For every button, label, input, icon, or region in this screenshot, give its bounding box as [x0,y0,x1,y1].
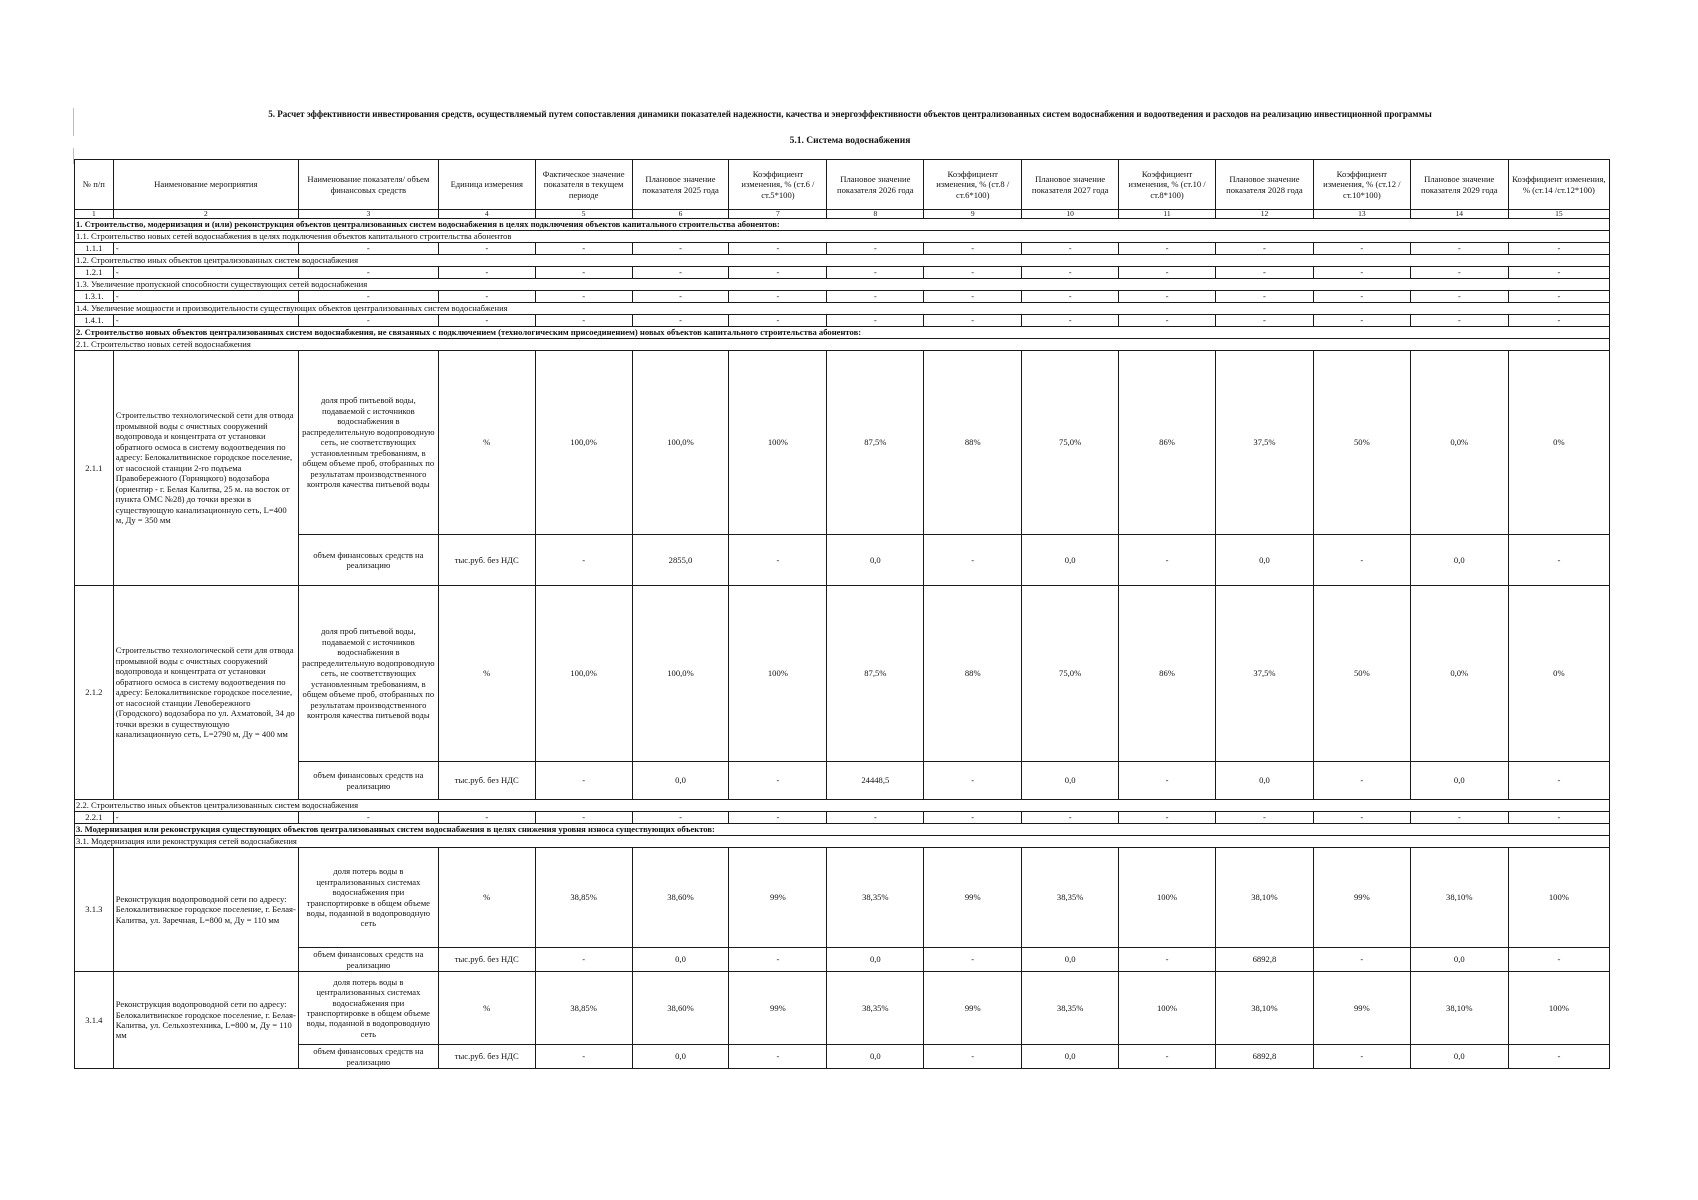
empty-cell: - [1508,243,1609,255]
page-margin-line [73,108,74,136]
indicator-value: 99% [1313,848,1410,948]
indicator-value: 100% [1508,848,1609,948]
indicator-value: 0% [1508,351,1609,535]
empty-item-row [75,315,1610,327]
empty-cell: - [438,267,535,279]
subsection-heading: 1.4. Увеличение мощности и производительности существующих объектов централизованных систем водоснабжения [75,303,1610,315]
item-name: Строительство технологической сети для отвода промывной воды с очистных сооружений водопровода и концентрата от установки обратного осмоса в систему водоотведения по адресу: Белокалитвинское городское поселение, от насосной станции Левобережного (Городского) водозабора по ул. Ахматовой, 34 до точки врезки в существующую канализационную сеть, L=2790 м, Ду = 400 мм [113,586,298,800]
empty-cell: - [1022,315,1119,327]
column-number: 9 [924,210,1022,219]
empty-cell: - [632,267,729,279]
column-header: Плановое значение показателя 2026 года [827,160,924,210]
financing-value: - [1508,535,1609,586]
indicator-value: 100,0% [632,351,729,535]
empty-cell: - [1022,267,1119,279]
empty-cell: - [438,812,535,824]
indicator-value: 0% [1508,586,1609,762]
column-number: 6 [632,210,729,219]
item-number: 1.3.1. [75,291,114,303]
indicator-unit: % [438,848,535,948]
financing-value: 0,0 [827,948,924,972]
item-name: - [113,243,298,255]
indicator-value: 38,35% [827,972,924,1045]
indicator-value: 100% [1508,972,1609,1045]
empty-cell: - [1022,812,1119,824]
indicator-value: 50% [1313,586,1410,762]
indicator-value: 86% [1119,351,1216,535]
empty-item-row [75,812,1610,824]
financing-value: - [1119,535,1216,586]
empty-item-row [75,243,1610,255]
financing-value: - [924,1045,1022,1069]
column-number: 1 [75,210,114,219]
empty-cell: - [632,812,729,824]
indicator-value: 88% [924,586,1022,762]
indicator-name: доля проб питьевой воды, подаваемой с источников водоснабжения в распределительную водопроводную сеть, не соответствующих установленным требованиям, в общем объеме проб, отобранных по результатам производственного контроля качества питьевой воды [298,586,438,762]
financing-value: - [729,762,827,800]
empty-cell: - [632,243,729,255]
empty-cell: - [1313,243,1410,255]
empty-cell: - [924,812,1022,824]
indicator-value: 38,10% [1410,972,1508,1045]
column-header: Плановое значение показателя 2027 года [1022,160,1119,210]
column-header: Единица измерения [438,160,535,210]
subsection-heading: 3.1. Модернизация или реконструкция сетей водоснабжения [75,836,1610,848]
section-heading: 2. Строительство новых объектов централизованных систем водоснабжения, не связанных с подключением (технологическим присоединением) новых объектов капитального строительства абонентов: [75,327,1610,339]
empty-cell: - [729,315,827,327]
column-number-row [75,210,1610,219]
financing-value: - [535,948,632,972]
item-indicator-row [75,848,1610,948]
empty-cell: - [1410,315,1508,327]
empty-cell: - [827,267,924,279]
indicator-value: 38,10% [1215,972,1313,1045]
empty-cell: - [438,315,535,327]
financing-label: объем финансовых средств на реализацию [298,1045,438,1069]
empty-cell: - [924,315,1022,327]
column-header: Коэффициент изменения, % (ст.10 /ст.8*100) [1119,160,1216,210]
empty-cell: - [632,315,729,327]
empty-cell: - [729,812,827,824]
financing-value: - [1313,535,1410,586]
item-name: - [113,291,298,303]
indicator-value: 38,85% [535,848,632,948]
indicator-value: 100,0% [535,351,632,535]
column-header: Плановое значение показателя 2025 года [632,160,729,210]
financing-value: - [729,948,827,972]
empty-cell: - [298,243,438,255]
item-number: 3.1.4 [75,972,114,1069]
column-number: 11 [1119,210,1216,219]
indicator-unit: % [438,586,535,762]
empty-cell: - [1410,267,1508,279]
financing-unit: тыс.руб. без НДС [438,535,535,586]
financing-value: 0,0 [632,948,729,972]
item-number: 2.2.1 [75,812,114,824]
item-name: Реконструкция водопроводной сети по адресу: Белокалитвинское городское поселение, г. Белая-Калитва, ул. Сельхозтехника, L=800 м, Ду = 110 мм [113,972,298,1069]
empty-cell: - [1313,812,1410,824]
item-indicator-row [75,351,1610,535]
header-row [75,160,1610,210]
indicator-value: 100% [1119,848,1216,948]
empty-cell: - [535,291,632,303]
financing-value: 0,0 [1022,762,1119,800]
empty-cell: - [1313,315,1410,327]
empty-item-row [75,291,1610,303]
financing-value: 0,0 [1410,535,1508,586]
column-number: 12 [1215,210,1313,219]
financing-value: - [729,535,827,586]
subsection-heading: 1.2. Строительство иных объектов централизованных систем водоснабжения [75,255,1610,267]
subsection-heading: 2.2. Строительство иных объектов централизованных систем водоснабжения [75,800,1610,812]
item-name: Строительство технологической сети для отвода промывной воды с очистных сооружений водопровода и концентрата от установки обратного осмоса в систему водоотведения по адресу: Белокалитвинское городское поселение, от насосной станции 2-го подъема Правобережного (Горняцкого) водозабора (ориентир - г. Белая Калитва, 25 м. на восток от пункта ОМС №28) до точки врезки в существующую канализационную сеть, L=400 м, Ду = 350 мм [113,351,298,586]
financing-value: 0,0 [1410,762,1508,800]
section-heading-row [75,219,1610,231]
indicator-value: 38,85% [535,972,632,1045]
section-heading-row [75,327,1610,339]
item-name: - [113,315,298,327]
column-header: Плановое значение показателя 2028 года [1215,160,1313,210]
indicator-value: 88% [924,351,1022,535]
indicator-unit: % [438,972,535,1045]
item-name: - [113,267,298,279]
column-header: Фактическое значение показателя в текущем периоде [535,160,632,210]
section-heading: 3. Модернизация или реконструкция существующих объектов централизованных систем водоснабжения в целях снижения уровня износа существующих объектов: [75,824,1610,836]
financing-value: - [1119,948,1216,972]
empty-cell: - [1119,812,1216,824]
empty-cell: - [1119,267,1216,279]
empty-cell: - [1410,291,1508,303]
column-number: 5 [535,210,632,219]
financing-unit: тыс.руб. без НДС [438,948,535,972]
section-heading: 1. Строительство, модернизация и (или) реконструкция объектов централизованных систем водоснабжения в целях подключения объектов капитального строительства абонентов: [75,219,1610,231]
empty-cell: - [827,812,924,824]
column-number: 14 [1410,210,1508,219]
empty-cell: - [1508,267,1609,279]
column-header: № п/п [75,160,114,210]
financing-unit: тыс.руб. без НДС [438,1045,535,1069]
column-header: Наименование показателя/ объем финансовых средств [298,160,438,210]
indicator-value: 100% [729,586,827,762]
empty-cell: - [729,267,827,279]
indicator-value: 100% [1119,972,1216,1045]
financing-value: - [535,1045,632,1069]
subsection-heading: 2.1. Строительство новых сетей водоснабжения [75,339,1610,351]
empty-cell: - [1313,291,1410,303]
financing-value: 0,0 [1022,948,1119,972]
item-financing-row [75,762,1610,800]
indicator-value: 38,35% [1022,848,1119,948]
column-number: 13 [1313,210,1410,219]
financing-value: - [924,948,1022,972]
column-number: 15 [1508,210,1609,219]
financing-value: - [924,535,1022,586]
financing-value: - [1119,762,1216,800]
subsection-heading-row [75,231,1610,243]
indicator-value: 99% [924,972,1022,1045]
empty-cell: - [1215,812,1313,824]
indicator-value: 100,0% [535,586,632,762]
empty-cell: - [298,291,438,303]
document-subtitle: 5.1. Система водоснабжения [789,136,911,146]
indicator-value: 38,60% [632,972,729,1045]
item-number: 1.2.1 [75,267,114,279]
financing-value: - [1119,1045,1216,1069]
indicator-value: 99% [729,972,827,1045]
empty-cell: - [924,267,1022,279]
financing-value: - [1508,1045,1609,1069]
indicator-name: доля потерь воды в централизованных системах водоснабжения при транспортировке в общем объеме воды, поданной в водопроводную сеть [298,972,438,1045]
item-name: Реконструкция водопроводной сети по адресу: Белокалитвинское городское поселение, г. Белая-Калитва, ул. Заречная, L=800 м, Ду = 110 мм [113,848,298,972]
empty-cell: - [729,243,827,255]
column-number: 4 [438,210,535,219]
empty-cell: - [298,812,438,824]
empty-cell: - [1215,267,1313,279]
subsection-heading-row [75,303,1610,315]
column-header: Коэффициент изменения, % (ст.8 /ст.6*100) [924,160,1022,210]
financing-value: 0,0 [827,535,924,586]
subsection-heading-row [75,279,1610,291]
empty-cell: - [1022,243,1119,255]
indicator-value: 0,0% [1410,586,1508,762]
indicator-value: 100,0% [632,586,729,762]
column-header: Коэффициент изменения, % (ст.6 /ст.5*100) [729,160,827,210]
indicator-value: 99% [1313,972,1410,1045]
empty-cell: - [827,291,924,303]
empty-cell: - [1215,315,1313,327]
financing-value: 0,0 [827,1045,924,1069]
indicator-name: доля проб питьевой воды, подаваемой с источников водоснабжения в распределительную водопроводную сеть, не соответствующих установленным требованиям, в общем объеме проб, отобранных по результатам производственного контроля качества питьевой воды [298,351,438,535]
financing-label: объем финансовых средств на реализацию [298,948,438,972]
financing-value: - [1313,1045,1410,1069]
financing-value: 0,0 [632,1045,729,1069]
item-indicator-row [75,586,1610,762]
financing-value: - [1508,948,1609,972]
empty-cell: - [1022,291,1119,303]
financing-value: - [924,762,1022,800]
financing-value: 0,0 [1022,535,1119,586]
financing-value: - [535,535,632,586]
financing-value: 2855,0 [632,535,729,586]
item-indicator-row [75,972,1610,1045]
empty-cell: - [632,291,729,303]
financing-value: 24448,5 [827,762,924,800]
item-number: 1.4.1. [75,315,114,327]
document-title: 5. Расчет эффективности инвестирования средств, осуществляемый путем сопоставления динамики показателей надежности, качества и энергоэффективности объектов централизованных систем водоснабжения и водоотведения и расходов на реализацию инвестиционной программы [268,109,1432,119]
empty-cell: - [1508,315,1609,327]
empty-cell: - [1508,291,1609,303]
efficiency-table [74,159,1610,1069]
financing-value: 6892,8 [1215,1045,1313,1069]
column-number: 3 [298,210,438,219]
financing-value: - [1313,948,1410,972]
indicator-value: 38,35% [1022,972,1119,1045]
empty-cell: - [438,243,535,255]
empty-cell: - [535,812,632,824]
indicator-value: 38,10% [1215,848,1313,948]
item-financing-row [75,1045,1610,1069]
indicator-value: 0,0% [1410,351,1508,535]
item-number: 3.1.3 [75,848,114,972]
financing-value: - [1508,762,1609,800]
column-number: 2 [113,210,298,219]
financing-label: объем финансовых средств на реализацию [298,762,438,800]
indicator-value: 38,35% [827,848,924,948]
subsection-heading-row [75,255,1610,267]
empty-cell: - [535,243,632,255]
empty-cell: - [827,243,924,255]
financing-value: 0,0 [632,762,729,800]
financing-value: 6892,8 [1215,948,1313,972]
empty-cell: - [924,243,1022,255]
subsection-heading-row [75,339,1610,351]
financing-value: 0,0 [1410,948,1508,972]
column-number: 10 [1022,210,1119,219]
subsection-heading: 1.1. Строительство новых сетей водоснабжения в целях подключения объектов капитального строительства абонентов [75,231,1610,243]
indicator-value: 38,60% [632,848,729,948]
item-number: 2.1.1 [75,351,114,586]
subsection-heading-row [75,800,1610,812]
indicator-value: 86% [1119,586,1216,762]
empty-item-row [75,267,1610,279]
section-heading-row [75,824,1610,836]
empty-cell: - [298,267,438,279]
financing-value: - [729,1045,827,1069]
indicator-value: 38,10% [1410,848,1508,948]
indicator-name: доля потерь воды в централизованных системах водоснабжения при транспортировке в общем объеме воды, поданной в водопроводную сеть [298,848,438,948]
financing-unit: тыс.руб. без НДС [438,762,535,800]
indicator-value: 75,0% [1022,351,1119,535]
indicator-value: 87,5% [827,351,924,535]
indicator-value: 99% [729,848,827,948]
empty-cell: - [1119,291,1216,303]
column-number: 7 [729,210,827,219]
indicator-value: 87,5% [827,586,924,762]
empty-cell: - [298,315,438,327]
item-number: 2.1.2 [75,586,114,800]
financing-value: 0,0 [1022,1045,1119,1069]
empty-cell: - [1119,315,1216,327]
item-financing-row [75,535,1610,586]
subsection-heading-row [75,836,1610,848]
indicator-value: 50% [1313,351,1410,535]
empty-cell: - [827,315,924,327]
empty-cell: - [1215,291,1313,303]
indicator-value: 37,5% [1215,351,1313,535]
indicator-unit: % [438,351,535,535]
financing-label: объем финансовых средств на реализацию [298,535,438,586]
empty-cell: - [729,291,827,303]
column-header: Наименование мероприятия [113,160,298,210]
financing-value: 0,0 [1215,535,1313,586]
column-header: Плановое значение показателя 2029 года [1410,160,1508,210]
empty-cell: - [535,315,632,327]
empty-cell: - [924,291,1022,303]
empty-cell: - [1410,243,1508,255]
empty-cell: - [1410,812,1508,824]
empty-cell: - [1215,243,1313,255]
empty-cell: - [535,267,632,279]
empty-cell: - [1119,243,1216,255]
financing-value: - [1313,762,1410,800]
column-header: Коэффициент изменения, % (ст.14 /ст.12*100) [1508,160,1609,210]
empty-cell: - [1508,812,1609,824]
financing-value: - [535,762,632,800]
column-header: Коэффициент изменения, % (ст.12 /ст.10*100) [1313,160,1410,210]
empty-cell: - [438,291,535,303]
indicator-value: 99% [924,848,1022,948]
indicator-value: 37,5% [1215,586,1313,762]
financing-value: 0,0 [1215,762,1313,800]
item-name: - [113,812,298,824]
indicator-value: 75,0% [1022,586,1119,762]
empty-cell: - [1313,267,1410,279]
subsection-heading: 1.3. Увеличение пропускной способности существующих сетей водоснабжения [75,279,1610,291]
item-number: 1.1.1 [75,243,114,255]
indicator-value: 100% [729,351,827,535]
financing-value: 0,0 [1410,1045,1508,1069]
item-financing-row [75,948,1610,972]
column-number: 8 [827,210,924,219]
